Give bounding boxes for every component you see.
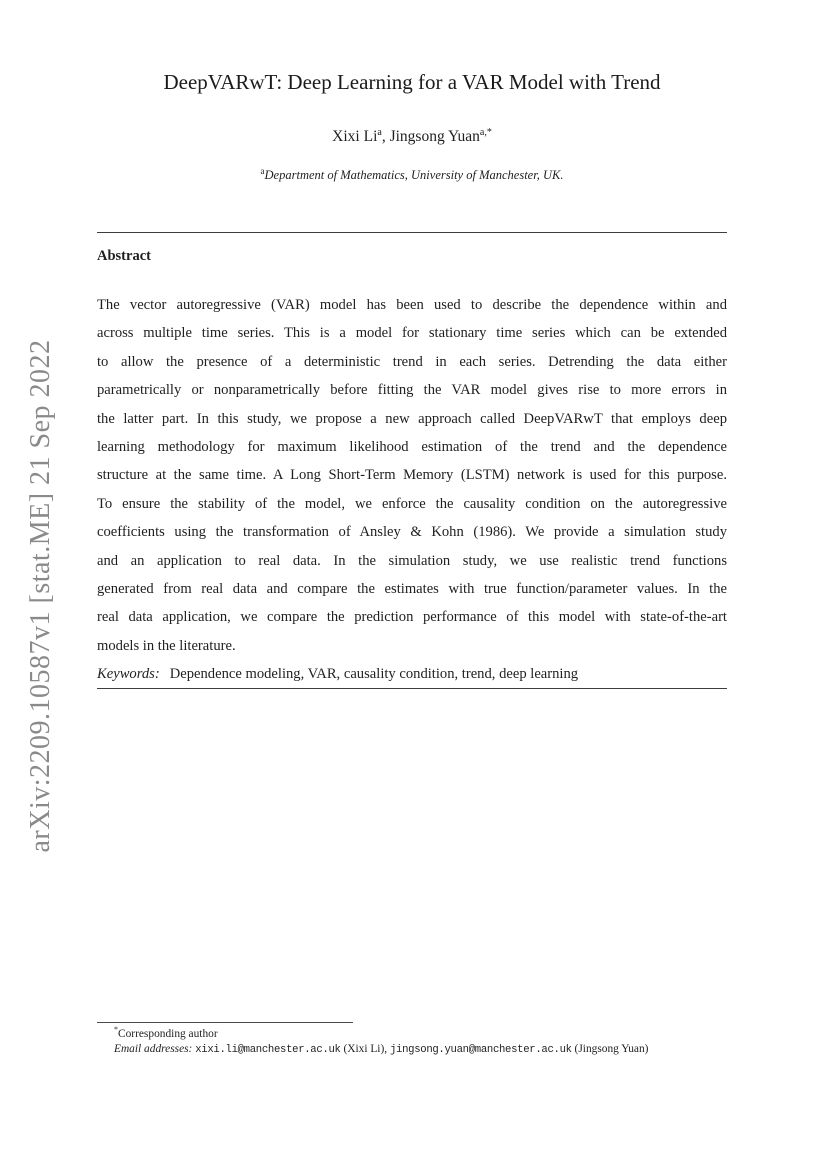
email-addresses-note [97, 1042, 729, 1058]
abstract-line: the latter part. In this study, we propose a new approach called DeepVARwT that employs deep [97, 410, 727, 427]
corresponding-author-text: Corresponding author [118, 1028, 218, 1040]
abstract-line: to allow the presence of a deterministic trend in each series. Detrending the data either [97, 353, 727, 370]
arxiv-watermark: arXiv:2209.10587v1 [stat.ME] 21 Sep 2022 [25, 339, 56, 853]
abstract-top-rule [97, 232, 727, 233]
abstract-line: and an application to real data. In the simulation study, we use realistic trend functions [97, 552, 727, 569]
affiliation-mark: a [260, 165, 265, 176]
email-owner: (Jingsong Yuan) [571, 1042, 649, 1055]
abstract-line: To ensure the stability of the model, we enforce the causality condition on the autoregressive [97, 495, 727, 512]
affiliation-text: Department of Mathematics, University of Manchester, UK. [264, 168, 564, 182]
paper-title: DeepVARwT: Deep Learning for a VAR Model with Trend [163, 70, 661, 94]
affiliation-line [97, 165, 727, 183]
abstract-line: learning methodology for maximum likelihood estimation of the trend and the dependence [97, 438, 727, 455]
abstract-line: real data application, we compare the prediction performance of this model with state-of-the-art [97, 609, 727, 626]
abstract-line: The vector autoregressive (VAR) model has been used to describe the dependence within and [97, 297, 727, 313]
keywords-line [97, 660, 727, 688]
footnote-block [97, 1027, 729, 1057]
footnote-marker: * [114, 1025, 118, 1035]
abstract-line: parametrically or nonparametrically before fitting the VAR model gives rise to more errors in [97, 382, 727, 399]
email-owner: (Xixi Li), [340, 1042, 390, 1055]
abstract-line: structure at the same time. A Long Short-Term Memory (LSTM) network is used for this purpose. [97, 467, 727, 484]
abstract-heading: Abstract [97, 248, 151, 264]
email-addresses-label: Email addresses: [114, 1042, 193, 1055]
abstract-line: coefficients using the transformation of Ansley & Kohn (1986). We provide a simulation study [97, 524, 727, 541]
abstract-body [97, 291, 727, 688]
email-address: xixi.li@manchester.ac.uk [195, 1043, 341, 1056]
author-name: Jingsong Yuan [389, 128, 480, 145]
abstract-line: across multiple time series. This is a model for stationary time series which can be extended [97, 325, 727, 342]
footnote-rule [97, 1022, 353, 1023]
keywords-text: Dependence modeling, VAR, causality condition, trend, deep learning [169, 666, 579, 683]
email-address: jingsong.yuan@manchester.ac.uk [389, 1043, 572, 1056]
author-affiliation-mark: a [377, 126, 382, 138]
authors-separator: , [381, 128, 390, 145]
author-name: Xixi Li [332, 128, 378, 145]
abstract-bottom-rule [97, 688, 727, 689]
abstract-line: models in the literature. [97, 637, 236, 654]
keywords-label: Keywords: [97, 666, 160, 683]
authors-line [97, 128, 727, 146]
corresponding-author-note [97, 1027, 729, 1042]
abstract-line: generated from real data and compare the estimates with true function/parameter values. In the [97, 580, 727, 597]
author-affiliation-mark: a,* [479, 126, 492, 138]
